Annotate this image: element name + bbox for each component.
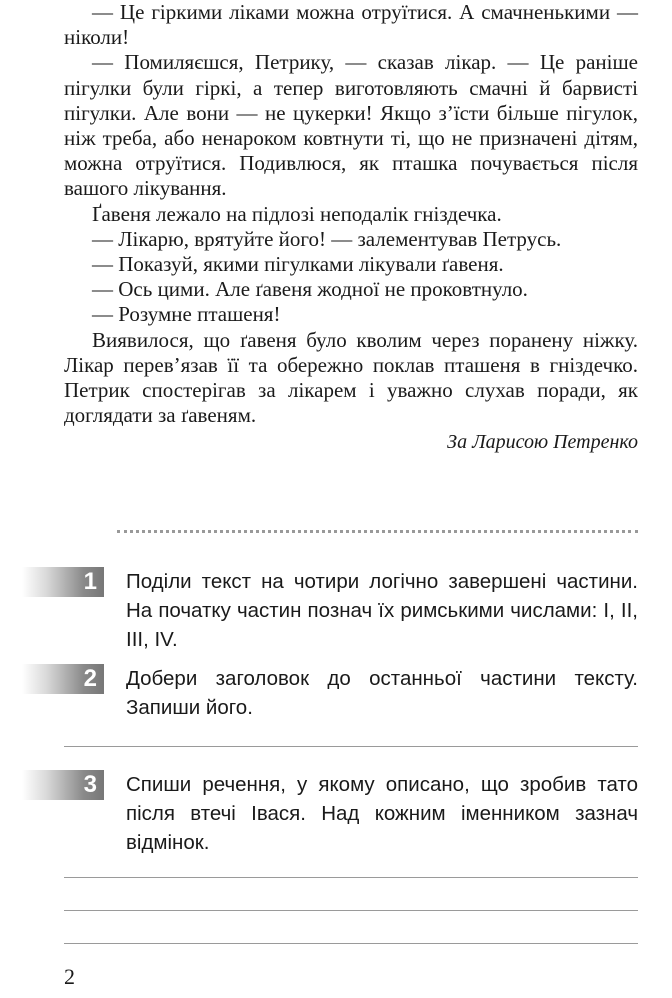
story-paragraph: — Лікарю, врятуйте його! — залементував Петрусь. [92,226,562,251]
task-number-badge [22,664,104,694]
story-author: За Ларисою Петренко [447,431,638,454]
answer-line[interactable] [64,910,638,911]
task-number: 2 [83,665,97,692]
dotted-divider [117,530,638,533]
task-number-badge [22,567,104,597]
story-paragraph: — Це гіркими ліками можна отруїтися. А смачненькими — ніколи! [64,0,638,50]
task-number: 3 [83,771,97,798]
story-paragraph: Ґавеня лежало на підлозі неподалік гніздечка. [92,201,502,226]
answer-line[interactable] [64,877,638,878]
task-text: Поділи текст на чотири логічно завершені частини. На початку частин познач їх римськими числами: I, II, III, IV. [126,570,638,651]
story-paragraph: — Показуй, якими пігулками лікували ґавеня. [92,252,504,277]
story-paragraph: — Розумне пташеня! [92,302,281,327]
story-paragraph: — Ось цими. Але ґавеня жодної не проковтнуло. [92,277,528,302]
page-number: 2 [64,964,75,989]
story-text [64,0,638,456]
answer-line[interactable] [64,943,638,944]
task-number-badge [22,770,104,800]
answer-line[interactable] [64,746,638,747]
task-text: Спиши речення, у якому описано, що зробив тато після втечі Івася. Над кожним іменником зазнач відмінок. [126,773,638,854]
task-number: 1 [83,568,97,595]
story-paragraph: — Помиляєшся, Петрику, — сказав лікар. — Це раніше пігулки були гіркі, а тепер виготовляють смачні й барвисті пігулки. Але вони — не цукерки! Якщо з’їсти більше пігулок, ніж треба, або ненароком ковтнути ті, що не призначені дітям, можна отруїтися. Подивлюся, як пташка почувається після вашого лікування. [64,50,638,201]
task-text: Добери заголовок до останньої частини тексту. Запиши його. [126,667,638,719]
story-paragraph: Виявилося, що ґавеня було кволим через поранену ніжку. Лікар перев’язав її та обережно поклав пташеня в гніздечко. Петрик спостерігав за лікарем і уважно слухав поради, як доглядати за ґавеням. [64,327,638,428]
